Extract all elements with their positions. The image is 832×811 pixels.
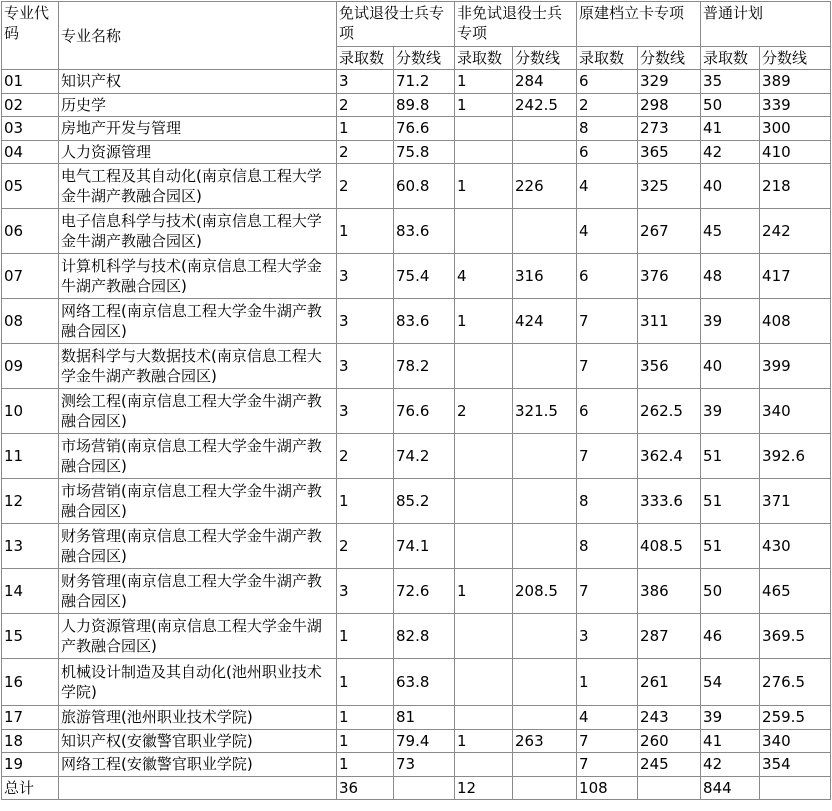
cell-nonexempt-score bbox=[513, 434, 577, 479]
cell-name: 知识产权 bbox=[59, 70, 337, 94]
cell-regular-score: 276.5 bbox=[760, 659, 831, 706]
cell-poverty-score: 298 bbox=[638, 93, 701, 117]
cell-nonexempt-score: 242.5 bbox=[513, 93, 577, 117]
cell-nonexempt-score bbox=[513, 344, 577, 389]
cell-exempt-count: 3 bbox=[337, 70, 394, 94]
cell-name: 人力资源管理 bbox=[59, 140, 337, 164]
cell-code: 03 bbox=[2, 117, 59, 141]
cell-regular-count: 41 bbox=[701, 117, 760, 141]
cell-name: 市场营销(南京信息工程大学金牛湖产教融合园区) bbox=[59, 434, 337, 479]
cell-exempt-count: 1 bbox=[337, 479, 394, 524]
total-score bbox=[394, 776, 455, 799]
cell-exempt-score: 85.2 bbox=[394, 479, 455, 524]
cell-nonexempt-count bbox=[455, 524, 513, 569]
header-sub-count: 录取数 bbox=[577, 47, 638, 70]
cell-exempt-score: 74.2 bbox=[394, 434, 455, 479]
cell-poverty-count: 7 bbox=[577, 434, 638, 479]
cell-poverty-score: 287 bbox=[638, 614, 701, 659]
cell-regular-count: 42 bbox=[701, 140, 760, 164]
cell-poverty-count: 6 bbox=[577, 70, 638, 94]
header-group-nonexempt-veterans: 非免试退役士兵专项 bbox=[455, 2, 577, 47]
cell-regular-count: 35 bbox=[701, 70, 760, 94]
cell-nonexempt-score bbox=[513, 753, 577, 777]
total-score bbox=[760, 776, 831, 799]
cell-exempt-count: 3 bbox=[337, 299, 394, 344]
cell-regular-count: 51 bbox=[701, 434, 760, 479]
cell-poverty-count: 2 bbox=[577, 93, 638, 117]
cell-exempt-score: 83.6 bbox=[394, 299, 455, 344]
cell-regular-count: 48 bbox=[701, 254, 760, 299]
cell-code: 02 bbox=[2, 93, 59, 117]
cell-nonexempt-count: 1 bbox=[455, 299, 513, 344]
cell-regular-count: 51 bbox=[701, 479, 760, 524]
cell-code: 14 bbox=[2, 569, 59, 614]
cell-exempt-score: 81 bbox=[394, 706, 455, 730]
cell-nonexempt-count: 1 bbox=[455, 93, 513, 117]
table-row bbox=[2, 479, 831, 524]
cell-nonexempt-score bbox=[513, 706, 577, 730]
header-sub-count: 录取数 bbox=[701, 47, 760, 70]
cell-exempt-score: 72.6 bbox=[394, 569, 455, 614]
total-score bbox=[513, 776, 577, 799]
header-sub-count: 录取数 bbox=[455, 47, 513, 70]
cell-nonexempt-count: 1 bbox=[455, 569, 513, 614]
cell-name: 旅游管理(池州职业技术学院) bbox=[59, 706, 337, 730]
cell-code: 04 bbox=[2, 140, 59, 164]
cell-exempt-count: 2 bbox=[337, 434, 394, 479]
cell-nonexempt-count bbox=[455, 117, 513, 141]
cell-regular-score: 369.5 bbox=[760, 614, 831, 659]
cell-regular-count: 50 bbox=[701, 93, 760, 117]
table-row bbox=[2, 254, 831, 299]
table-row bbox=[2, 753, 831, 777]
cell-poverty-count: 6 bbox=[577, 140, 638, 164]
table-row bbox=[2, 117, 831, 141]
cell-poverty-count: 7 bbox=[577, 299, 638, 344]
cell-nonexempt-count bbox=[455, 209, 513, 254]
cell-poverty-count: 8 bbox=[577, 524, 638, 569]
cell-nonexempt-score: 316 bbox=[513, 254, 577, 299]
cell-nonexempt-count: 2 bbox=[455, 389, 513, 434]
cell-exempt-count: 2 bbox=[337, 524, 394, 569]
cell-exempt-score: 60.8 bbox=[394, 164, 455, 209]
cell-poverty-count: 8 bbox=[577, 479, 638, 524]
cell-nonexempt-count bbox=[455, 479, 513, 524]
cell-exempt-count: 3 bbox=[337, 344, 394, 389]
table-row bbox=[2, 70, 831, 94]
table-row bbox=[2, 614, 831, 659]
cell-exempt-count: 2 bbox=[337, 164, 394, 209]
cell-code: 16 bbox=[2, 659, 59, 706]
cell-regular-score: 340 bbox=[760, 729, 831, 753]
total-label: 总计 bbox=[2, 776, 59, 799]
cell-exempt-count: 3 bbox=[337, 569, 394, 614]
cell-nonexempt-score: 321.5 bbox=[513, 389, 577, 434]
cell-code: 07 bbox=[2, 254, 59, 299]
cell-nonexempt-count bbox=[455, 614, 513, 659]
cell-name: 计算机科学与技术(南京信息工程大学金牛湖产教融合园区) bbox=[59, 254, 337, 299]
cell-poverty-score: 273 bbox=[638, 117, 701, 141]
cell-nonexempt-score: 226 bbox=[513, 164, 577, 209]
cell-nonexempt-count bbox=[455, 434, 513, 479]
cell-exempt-score: 71.2 bbox=[394, 70, 455, 94]
cell-regular-score: 430 bbox=[760, 524, 831, 569]
header-group-poverty: 原建档立卡专项 bbox=[577, 2, 701, 47]
cell-poverty-count: 4 bbox=[577, 209, 638, 254]
cell-poverty-score: 386 bbox=[638, 569, 701, 614]
cell-regular-count: 39 bbox=[701, 299, 760, 344]
cell-nonexempt-count bbox=[455, 659, 513, 706]
header-sub-score: 分数线 bbox=[394, 47, 455, 70]
cell-regular-count: 40 bbox=[701, 164, 760, 209]
table-row bbox=[2, 434, 831, 479]
cell-regular-count: 50 bbox=[701, 569, 760, 614]
cell-nonexempt-count bbox=[455, 706, 513, 730]
cell-nonexempt-count: 1 bbox=[455, 70, 513, 94]
cell-exempt-count: 1 bbox=[337, 209, 394, 254]
cell-poverty-score: 311 bbox=[638, 299, 701, 344]
cell-regular-score: 392.6 bbox=[760, 434, 831, 479]
cell-nonexempt-score bbox=[513, 524, 577, 569]
total-row bbox=[2, 776, 831, 799]
cell-poverty-count: 3 bbox=[577, 614, 638, 659]
cell-name: 数据科学与大数据技术(南京信息工程大学金牛湖产教融合园区) bbox=[59, 344, 337, 389]
cell-regular-score: 300 bbox=[760, 117, 831, 141]
cell-nonexempt-count: 1 bbox=[455, 164, 513, 209]
cell-exempt-score: 73 bbox=[394, 753, 455, 777]
table-row bbox=[2, 164, 831, 209]
cell-poverty-count: 6 bbox=[577, 254, 638, 299]
cell-name: 市场营销(南京信息工程大学金牛湖产教融合园区) bbox=[59, 479, 337, 524]
cell-nonexempt-count: 1 bbox=[455, 729, 513, 753]
cell-poverty-score: 408.5 bbox=[638, 524, 701, 569]
cell-regular-count: 42 bbox=[701, 753, 760, 777]
table-row bbox=[2, 706, 831, 730]
total-count: 12 bbox=[455, 776, 513, 799]
header-sub-score: 分数线 bbox=[760, 47, 831, 70]
cell-exempt-score: 83.6 bbox=[394, 209, 455, 254]
cell-poverty-count: 1 bbox=[577, 659, 638, 706]
cell-regular-score: 259.5 bbox=[760, 706, 831, 730]
header-code: 专业代码 bbox=[2, 2, 59, 70]
cell-exempt-score: 78.2 bbox=[394, 344, 455, 389]
cell-nonexempt-score bbox=[513, 140, 577, 164]
cell-regular-count: 54 bbox=[701, 659, 760, 706]
total-count: 108 bbox=[577, 776, 638, 799]
cell-exempt-count: 1 bbox=[337, 117, 394, 141]
header-sub-score: 分数线 bbox=[638, 47, 701, 70]
cell-poverty-score: 362.4 bbox=[638, 434, 701, 479]
cell-name: 网络工程(南京信息工程大学金牛湖产教融合园区) bbox=[59, 299, 337, 344]
cell-regular-score: 399 bbox=[760, 344, 831, 389]
cell-exempt-count: 2 bbox=[337, 93, 394, 117]
cell-regular-score: 465 bbox=[760, 569, 831, 614]
cell-code: 06 bbox=[2, 209, 59, 254]
cell-regular-score: 242 bbox=[760, 209, 831, 254]
cell-poverty-count: 4 bbox=[577, 706, 638, 730]
cell-code: 19 bbox=[2, 753, 59, 777]
cell-nonexempt-count bbox=[455, 344, 513, 389]
cell-poverty-score: 376 bbox=[638, 254, 701, 299]
total-count: 844 bbox=[701, 776, 760, 799]
table-row bbox=[2, 140, 831, 164]
cell-code: 17 bbox=[2, 706, 59, 730]
cell-poverty-score: 262.5 bbox=[638, 389, 701, 434]
cell-poverty-score: 329 bbox=[638, 70, 701, 94]
cell-exempt-score: 76.6 bbox=[394, 117, 455, 141]
cell-exempt-count: 2 bbox=[337, 140, 394, 164]
cell-name: 测绘工程(南京信息工程大学金牛湖产教融合园区) bbox=[59, 389, 337, 434]
cell-exempt-count: 3 bbox=[337, 254, 394, 299]
cell-name: 人力资源管理(南京信息工程大学金牛湖产教融合园区) bbox=[59, 614, 337, 659]
table-row bbox=[2, 93, 831, 117]
cell-regular-score: 389 bbox=[760, 70, 831, 94]
cell-code: 01 bbox=[2, 70, 59, 94]
total-count: 36 bbox=[337, 776, 394, 799]
cell-poverty-score: 333.6 bbox=[638, 479, 701, 524]
header-sub-score: 分数线 bbox=[513, 47, 577, 70]
table-row bbox=[2, 389, 831, 434]
cell-nonexempt-count bbox=[455, 140, 513, 164]
cell-nonexempt-score bbox=[513, 479, 577, 524]
table-row bbox=[2, 729, 831, 753]
cell-regular-count: 40 bbox=[701, 344, 760, 389]
total-name-empty bbox=[59, 776, 337, 799]
cell-regular-score: 408 bbox=[760, 299, 831, 344]
cell-exempt-score: 75.4 bbox=[394, 254, 455, 299]
table-row bbox=[2, 209, 831, 254]
header-sub-count: 录取数 bbox=[337, 47, 394, 70]
cell-exempt-score: 79.4 bbox=[394, 729, 455, 753]
cell-code: 11 bbox=[2, 434, 59, 479]
cell-regular-count: 51 bbox=[701, 524, 760, 569]
cell-regular-score: 417 bbox=[760, 254, 831, 299]
cell-exempt-count: 1 bbox=[337, 753, 394, 777]
cell-poverty-count: 6 bbox=[577, 389, 638, 434]
cell-exempt-count: 1 bbox=[337, 614, 394, 659]
total-score bbox=[638, 776, 701, 799]
cell-code: 15 bbox=[2, 614, 59, 659]
cell-name: 电子信息科学与技术(南京信息工程大学金牛湖产教融合园区) bbox=[59, 209, 337, 254]
cell-nonexempt-score bbox=[513, 614, 577, 659]
cell-regular-count: 41 bbox=[701, 729, 760, 753]
cell-nonexempt-score bbox=[513, 659, 577, 706]
cell-poverty-count: 7 bbox=[577, 753, 638, 777]
cell-exempt-count: 1 bbox=[337, 659, 394, 706]
cell-poverty-count: 4 bbox=[577, 164, 638, 209]
cell-code: 05 bbox=[2, 164, 59, 209]
cell-exempt-count: 1 bbox=[337, 729, 394, 753]
cell-code: 09 bbox=[2, 344, 59, 389]
cell-code: 08 bbox=[2, 299, 59, 344]
cell-nonexempt-count: 4 bbox=[455, 254, 513, 299]
table-row bbox=[2, 569, 831, 614]
cell-nonexempt-score: 424 bbox=[513, 299, 577, 344]
cell-poverty-count: 7 bbox=[577, 344, 638, 389]
cell-nonexempt-count bbox=[455, 753, 513, 777]
cell-poverty-score: 356 bbox=[638, 344, 701, 389]
table-row bbox=[2, 524, 831, 569]
header-name: 专业名称 bbox=[59, 2, 337, 70]
cell-regular-score: 218 bbox=[760, 164, 831, 209]
admission-table bbox=[1, 1, 831, 800]
cell-nonexempt-score: 263 bbox=[513, 729, 577, 753]
cell-regular-count: 45 bbox=[701, 209, 760, 254]
cell-exempt-score: 63.8 bbox=[394, 659, 455, 706]
cell-regular-score: 371 bbox=[760, 479, 831, 524]
cell-name: 电气工程及其自动化(南京信息工程大学金牛湖产教融合园区) bbox=[59, 164, 337, 209]
cell-code: 12 bbox=[2, 479, 59, 524]
cell-poverty-score: 267 bbox=[638, 209, 701, 254]
cell-regular-count: 39 bbox=[701, 389, 760, 434]
cell-nonexempt-score: 284 bbox=[513, 70, 577, 94]
cell-regular-score: 340 bbox=[760, 389, 831, 434]
cell-regular-count: 39 bbox=[701, 706, 760, 730]
cell-exempt-count: 3 bbox=[337, 389, 394, 434]
cell-name: 房地产开发与管理 bbox=[59, 117, 337, 141]
cell-code: 10 bbox=[2, 389, 59, 434]
cell-code: 13 bbox=[2, 524, 59, 569]
table-row bbox=[2, 659, 831, 706]
cell-poverty-score: 261 bbox=[638, 659, 701, 706]
cell-nonexempt-score bbox=[513, 117, 577, 141]
cell-name: 知识产权(安徽警官职业学院) bbox=[59, 729, 337, 753]
cell-poverty-score: 260 bbox=[638, 729, 701, 753]
cell-regular-score: 354 bbox=[760, 753, 831, 777]
cell-poverty-count: 7 bbox=[577, 569, 638, 614]
cell-name: 财务管理(南京信息工程大学金牛湖产教融合园区) bbox=[59, 569, 337, 614]
table-row bbox=[2, 299, 831, 344]
cell-poverty-score: 365 bbox=[638, 140, 701, 164]
cell-poverty-count: 8 bbox=[577, 117, 638, 141]
cell-poverty-score: 243 bbox=[638, 706, 701, 730]
cell-name: 历史学 bbox=[59, 93, 337, 117]
cell-nonexempt-score bbox=[513, 209, 577, 254]
cell-exempt-count: 1 bbox=[337, 706, 394, 730]
cell-exempt-score: 82.8 bbox=[394, 614, 455, 659]
header-group-regular: 普通计划 bbox=[701, 2, 831, 47]
cell-name: 网络工程(安徽警官职业学院) bbox=[59, 753, 337, 777]
cell-exempt-score: 89.8 bbox=[394, 93, 455, 117]
cell-regular-count: 46 bbox=[701, 614, 760, 659]
cell-poverty-score: 325 bbox=[638, 164, 701, 209]
cell-exempt-score: 75.8 bbox=[394, 140, 455, 164]
cell-name: 财务管理(南京信息工程大学金牛湖产教融合园区) bbox=[59, 524, 337, 569]
cell-regular-score: 410 bbox=[760, 140, 831, 164]
cell-code: 18 bbox=[2, 729, 59, 753]
cell-exempt-score: 74.1 bbox=[394, 524, 455, 569]
header-row-groups bbox=[2, 2, 831, 47]
cell-name: 机械设计制造及其自动化(池州职业技术学院) bbox=[59, 659, 337, 706]
cell-poverty-count: 7 bbox=[577, 729, 638, 753]
cell-poverty-score: 245 bbox=[638, 753, 701, 777]
cell-exempt-score: 76.6 bbox=[394, 389, 455, 434]
header-group-exempt-veterans: 免试退役士兵专项 bbox=[337, 2, 455, 47]
table-row bbox=[2, 344, 831, 389]
cell-nonexempt-score: 208.5 bbox=[513, 569, 577, 614]
cell-regular-score: 339 bbox=[760, 93, 831, 117]
